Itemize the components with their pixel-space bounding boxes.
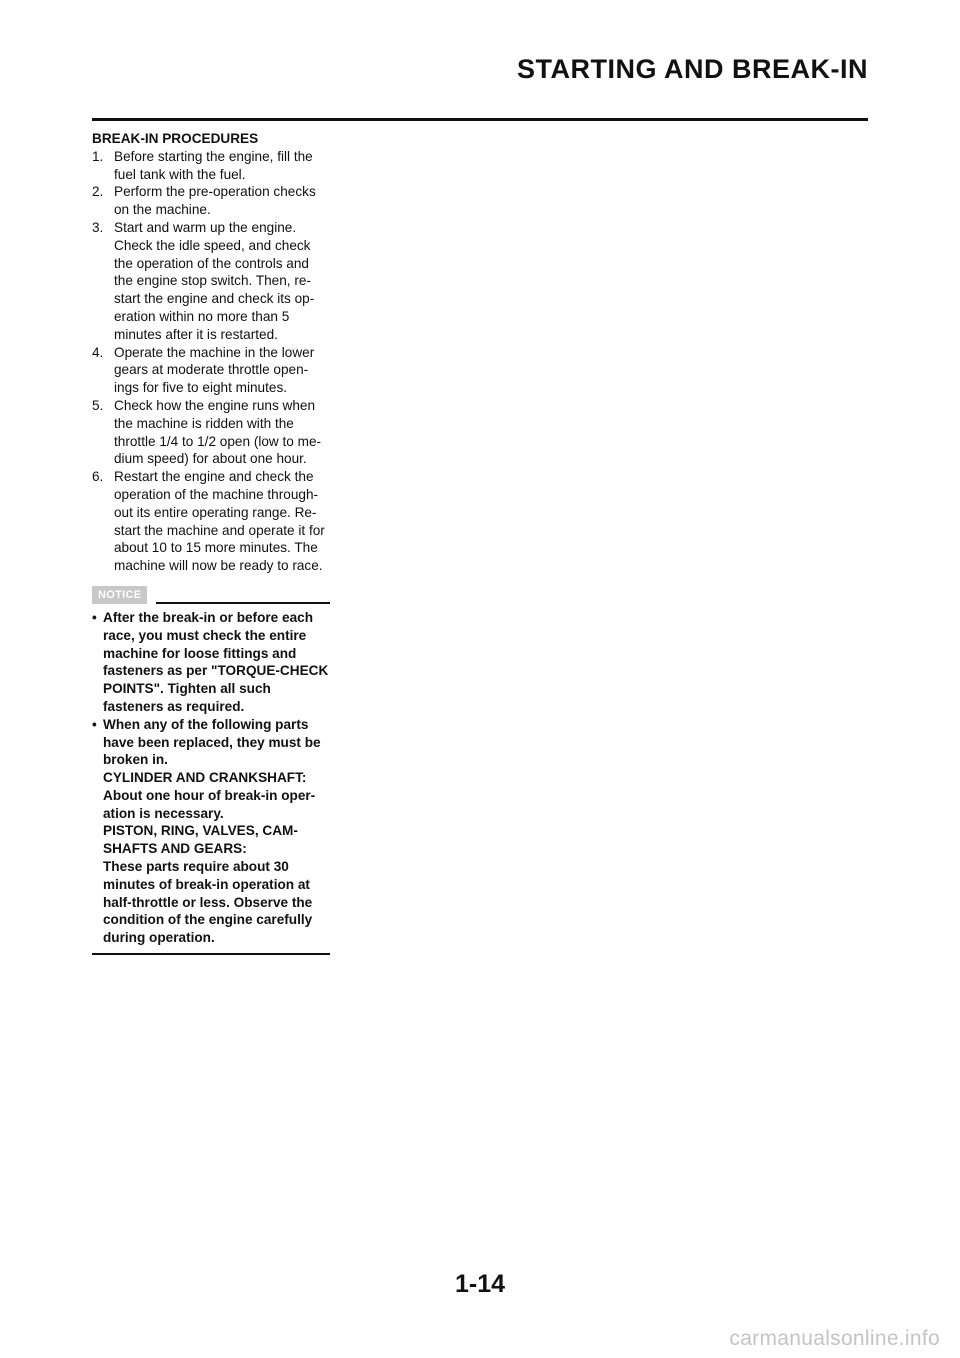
bullet: •	[92, 716, 97, 732]
list-item	[92, 148, 330, 184]
watermark: carmanualsonline.info	[729, 1327, 940, 1350]
notice-subline: PISTON, RING, VALVES, CAM-SHAFTS AND GEARS:	[103, 823, 298, 857]
step-text: Restart the engine and check the operation of the machine through-out its entire operating range. Re-start the machine and operate it for about 10 to 15 more minutes. The machine will now be ready to race.	[114, 469, 325, 574]
notice-list	[92, 609, 330, 947]
notice-item	[92, 609, 330, 716]
step-number: 3.	[92, 219, 104, 235]
break-in-steps-list	[92, 148, 330, 575]
step-text: Start and warm up the engine. Check the idle speed, and check the operation of the controls and the engine stop switch. Then, re-start the engine and check its op-eration within no more than 5 minutes after it is restarted.	[114, 219, 315, 342]
main-column	[92, 130, 330, 955]
notice-bottom-rule	[92, 953, 330, 955]
bullet: •	[92, 609, 97, 625]
step-number: 2.	[92, 184, 104, 200]
step-text: Operate the machine in the lower gears at moderate throttle open-ings for five to eight minutes.	[114, 344, 315, 396]
notice-top-rule	[156, 602, 330, 604]
step-number: 5.	[92, 397, 104, 413]
list-item	[92, 219, 330, 344]
notice-badge: NOTICE	[92, 586, 147, 604]
header-rule	[92, 118, 868, 121]
notice-subline: These parts require about 30 minutes of break-in operation at half-throttle or less. Observe the condition of the engine carefully during operation.	[103, 859, 313, 946]
list-item	[92, 344, 330, 397]
step-number: 4.	[92, 344, 104, 360]
step-number: 1.	[92, 148, 104, 164]
step-text: Check how the engine runs when the machine is ridden with the throttle 1/4 to 1/2 open (low to me-dium speed) for about one hour.	[114, 397, 322, 467]
notice-subline: About one hour of break-in oper-ation is necessary.	[103, 787, 316, 821]
notice-item-text: When any of the following parts have been replaced, they must be broken in.	[103, 716, 321, 768]
notice-item-text: After the break-in or before each race, you must check the entire machine for loose fittings and fasteners as per "TORQUE-CHECK POINTS". Tighten all such fasteners as required.	[103, 609, 329, 714]
page-number: 1-14	[454, 1270, 506, 1298]
list-item	[92, 397, 330, 468]
step-number: 6.	[92, 469, 104, 485]
list-item	[92, 468, 330, 575]
notice-subline: CYLINDER AND CRANKSHAFT:	[103, 770, 307, 786]
notice-item	[92, 716, 330, 947]
page-title: STARTING AND BREAK-IN	[517, 54, 868, 84]
notice-header	[92, 585, 330, 605]
list-item	[92, 183, 330, 219]
step-text: Before starting the engine, fill the fuel tank with the fuel.	[114, 148, 313, 182]
step-text: Perform the pre-operation checks on the machine.	[114, 184, 316, 218]
section-heading: BREAK-IN PROCEDURES	[92, 131, 259, 146]
